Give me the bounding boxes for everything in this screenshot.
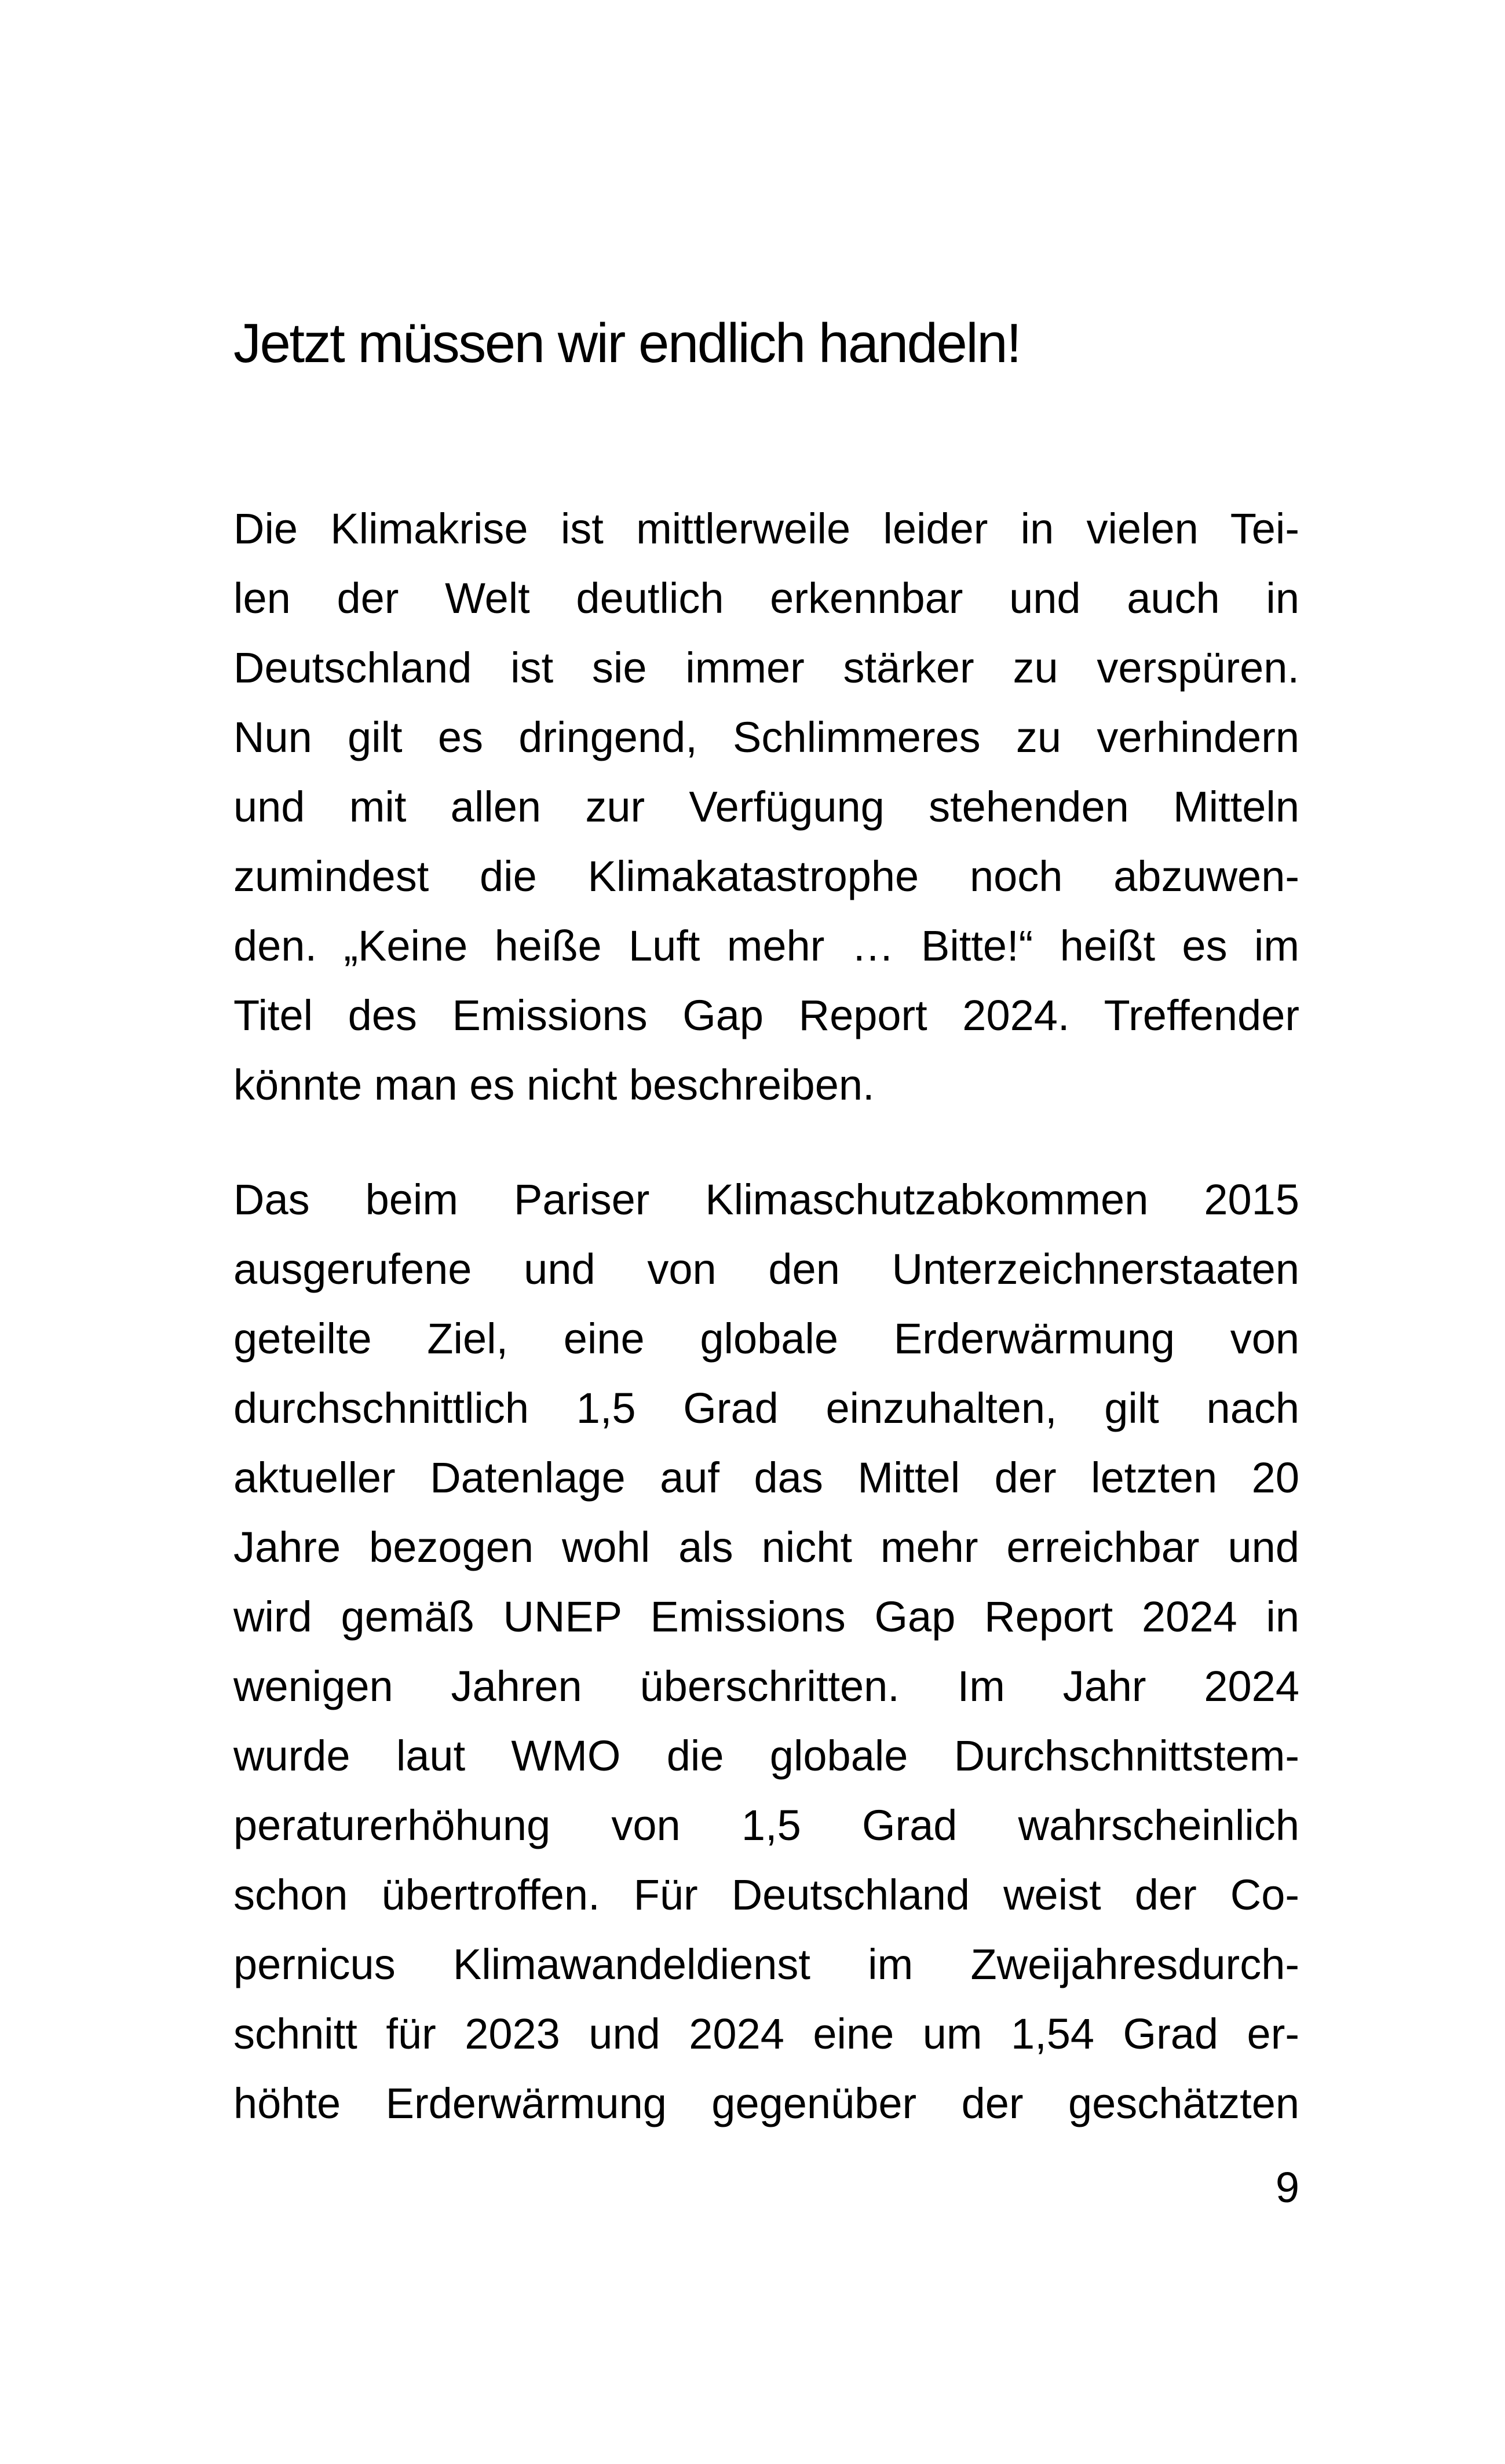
text-line: wird gemäß UNEP Emissions Gap Report 2024 in bbox=[233, 1593, 1299, 1641]
text-line: Nun gilt es dringend, Schlimmeres zu verhindern bbox=[233, 713, 1299, 761]
text-line: Die Klimakrise ist mittlerweile leider in vielen Tei- bbox=[233, 505, 1299, 553]
text-line: Deutschland ist sie immer stärker zu verspüren. bbox=[233, 644, 1299, 692]
text-line: geteilte Ziel, eine globale Erderwärmung von bbox=[233, 1315, 1299, 1363]
text-line: wenigen Jahren überschritten. Im Jahr 2024 bbox=[233, 1662, 1299, 1710]
text-line: durchschnittlich 1,5 Grad einzuhalten, gilt nach bbox=[233, 1384, 1299, 1432]
text-line: Titel des Emissions Gap Report 2024. Treffender bbox=[233, 991, 1299, 1039]
text-line: pernicus Klimawandeldienst im Zweijahresdurch- bbox=[233, 1940, 1299, 1988]
paragraph-2 bbox=[233, 1165, 1299, 2138]
text-line: Jahre bezogen wohl als nicht mehr erreichbar und bbox=[233, 1523, 1299, 1571]
text-line: ausgerufene und von den Unterzeichnerstaaten bbox=[233, 1245, 1299, 1293]
text-line: len der Welt deutlich erkennbar und auch in bbox=[233, 574, 1299, 622]
paragraph-1 bbox=[233, 494, 1299, 1120]
text-line: wurde laut WMO die globale Durchschnittstem- bbox=[233, 1732, 1299, 1780]
text-line: schon übertroffen. Für Deutschland weist der Co- bbox=[233, 1871, 1299, 1919]
text-line: höhte Erderwärmung gegenüber der geschätzten bbox=[233, 2079, 1299, 2127]
text-line: zumindest die Klimakatastrophe noch abzuwen- bbox=[233, 852, 1299, 900]
page-number: 9 bbox=[1275, 2163, 1299, 2211]
text-line: schnitt für 2023 und 2024 eine um 1,54 Grad er- bbox=[233, 2010, 1299, 2058]
chapter-heading: Jetzt müssen wir endlich handeln! bbox=[233, 312, 1021, 374]
text-line: aktueller Datenlage auf das Mittel der letzten 20 bbox=[233, 1454, 1299, 1502]
text-line: peraturerhöhung von 1,5 Grad wahrscheinlich bbox=[233, 1801, 1299, 1849]
text-line: Das beim Pariser Klimaschutzabkommen 2015 bbox=[233, 1176, 1299, 1224]
text-line: und mit allen zur Verfügung stehenden Mitteln bbox=[233, 783, 1299, 831]
text-line: den. „Keine heiße Luft mehr … Bitte!“ heißt es im bbox=[233, 922, 1299, 970]
text-line: könnte man es nicht beschreiben. bbox=[233, 1061, 875, 1109]
